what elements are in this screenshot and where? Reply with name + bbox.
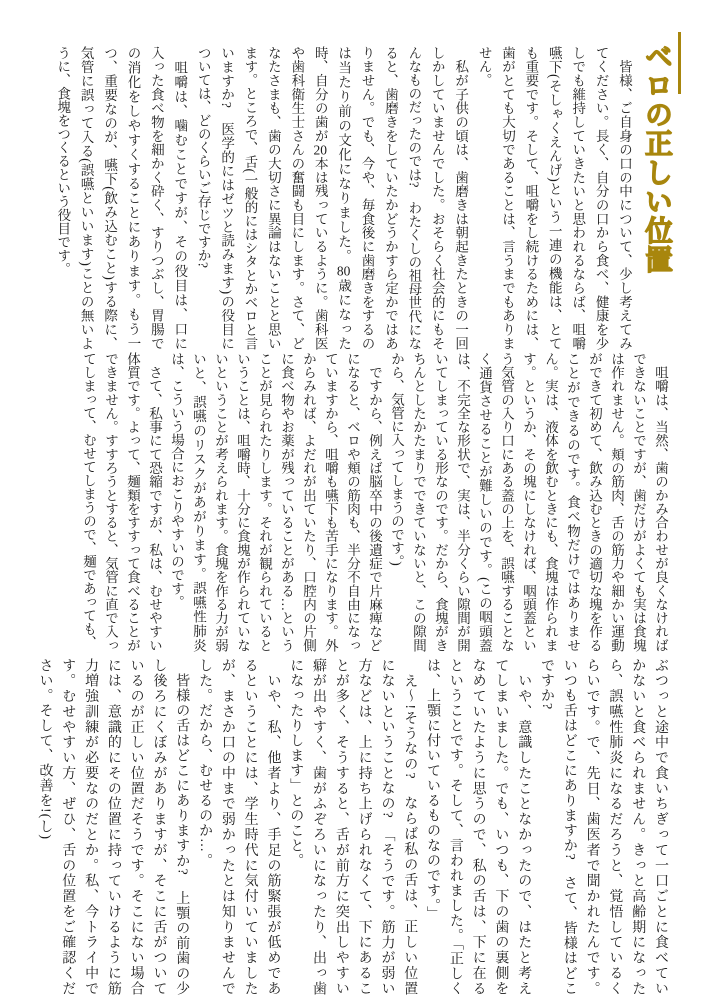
- paragraph: 皆様の舌はどこにありますか? 上顎の前歯の少し後ろにくぼみがありますが、そこに舌がついているのが正しい位置だそうです。そこにない場合には、意識的にその位置に持っていけるように筋力増強訓練が必要なのだとか。私、今トライ中です。むせやすい方、ぜひ、舌の位置をご確認ください。そして、改善を!(し): [37, 658, 190, 996]
- title-accent-rule: [678, 32, 681, 94]
- article-block-middle: [28, 352, 671, 652]
- article-block-bottom: [30, 658, 671, 996]
- paragraph: さて、私事にて恐縮ですが、私は、むせやすい体質です。よって、麺類をすすって食べることができません。すすろうとすると、気管に直で入ってしまって、むせてしまうので、麺であっても、: [81, 352, 162, 652]
- paragraph: 咀嚼は、噛むことですが、その役目は、口に入った食べ物を細かく砕く、すりつぶし、胃腸での消化をしやすくすることにあります。もう一つ、重要なのが、嚥下(飲み込むこと)する際に、気管に誤って入る(誤嚥といいます)ことの無いように、食塊をつくるという役目です。: [55, 46, 188, 350]
- paragraph: いや、意識したことなかったので、はたと考えてしまいました。でも、いつも、下の歯の裏側をなめていたように思うので、私の舌は、下に在るということです。そして、言われました。「正しくは、上顎に付いているものなのです。」: [425, 658, 532, 996]
- paragraph: ですから、例えば脳卒中の後遺症で片麻痺などになると、ベロや頬の筋肉も、半分不自由になっていますから、咀嚼も嚥下も苦手になります。外からみれば、よだれが出ていたり、口腔内の片側に食べ物やお薬が残っていることがある…ということが見られたりします。それが観られているということは、咀嚼時、十分に食塊が作られていないということが考えられます。食塊を作る力が弱いと、誤嚥のリスクがあがります。誤嚥性肺炎は、こういう場合におこりやすいのです。: [169, 352, 382, 652]
- paragraph: ぶつっと途中で食いちぎって一口ごとに食べていかないと食べられません。きっと高齢期になったら、誤嚥性肺炎になるだろうと、覚悟しているくらいです。で、先日、歯医者で聞かれたんです。いつも舌はどこにありますか? さて、皆様はどこですか?: [539, 658, 668, 996]
- paragraph: 私が子供の頃は、歯磨きは朝起きたときの一回しかしていませんでした。おそらく社会的にもそんなものだったのでは? わたくしの祖母世代になると、歯磨きをしていたかどうかすら定かではありません。でも、今や、毎食後に歯磨きをするのは当たり前の文化になりました。80歳になった時、自分の歯が20本は残っているように。歯科医や歯科衛生士さんの奮闘も目にします。さて、どなたさまも、歯の大切さに異論はないことと思います。ところで、舌(一般的にはシタとかベロと言いますか? 医学的にはゼツと読みます)の役目については、どのくらいご存じですか?: [195, 46, 469, 351]
- paragraph: いや、私、他者より、手足の筋緊張が低めであるということには、学生時代に気付いていましたが、まさか口の中まで弱かったとは知りませんでした。だから、むせるのか…。: [197, 658, 281, 996]
- paragraph: え〜!そうなの? ならば私の舌は、正しい位置にないということなの? 「そうです。筋力が弱い方などは、上に持ち上げられなくて、下にあることが多く、そうすると、舌が前方に突出しやすい癖が出やすく、歯がふぞろいになったり、出っ歯になったりします」とのこと。: [288, 658, 418, 996]
- article-title: ベロの正しい位置: [641, 42, 672, 274]
- paragraph: 皆様、ご自身の口の中について、少し考えてみてください。長く、自分の口から食べ、健康を少しでも維持していきたいと思われるならば、咀嚼嚥下(そしゃくえんげ)という一連の機能は、とても重要です。そして、咀嚼をし続けるためには、歯がとても大切であることは、言うまでもありません。: [476, 46, 632, 350]
- article-block-top: [26, 46, 636, 350]
- paragraph: 咀嚼は、当然、歯のかみ合わせが良くなければできないことですが、歯だけがよくても実は食塊は作れません。頬の筋肉、舌の筋力や細かい運動ができて初めて、飲み込むときの適切な塊を作ることができるのです。食べ物だけではありません。実は、液体を飲むときにも、食塊は作られます。というか、その塊にしなければ、咽頭蓋という気管の入り口にある蓋の上を、誤嚥することなく通貨させることが難しいのです。(この咽頭蓋は、不完全な形状で、実は、半分くらい隙間が開いてしまっている形なのです。だから、食塊がきちんとしたかたまりでできていないと、この隙間から、気管に入ってしまうのです。): [389, 352, 668, 652]
